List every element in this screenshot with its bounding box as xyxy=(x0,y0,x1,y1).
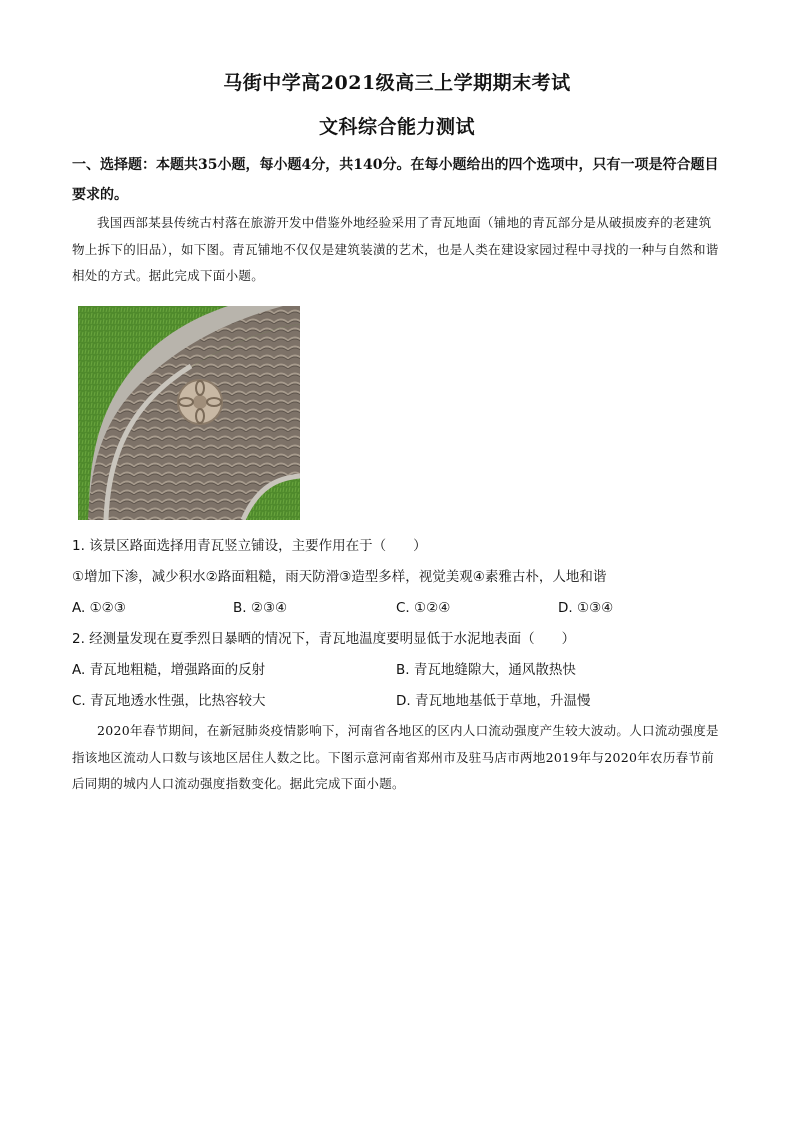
question-1-option-d[interactable]: D. ①③④ xyxy=(558,600,614,616)
exam-title: 马街中学高2021级高三上学期期末考试 xyxy=(223,72,571,94)
question-2-option-d[interactable]: D. 青瓦地地基低于草地，升温慢 xyxy=(396,693,591,709)
question-1-statements: ①增加下渗，减少积水②路面粗糙，雨天防滑③造型多样，视觉美观④素雅古朴，人地和谐 xyxy=(72,569,607,585)
tile-path-photo xyxy=(78,306,300,520)
question-1-option-a[interactable]: A. ①②③ xyxy=(72,600,126,616)
exam-subtitle: 文科综合能力测试 xyxy=(318,116,475,138)
passage-1: 我国西部某县传统古村落在旅游开发中借鉴外地经验采用了青瓦地面（铺地的青瓦部分是从破损废弃的老建筑物上拆下的旧品），如下图。青瓦铺地不仅仅是建筑装潢的艺术，也是人类在建设家园过程中寻找的一种与自然和谐相处的方式。据此完成下面小题。 xyxy=(72,215,719,283)
passage-2: 2020年春节期间，在新冠肺炎疫情影响下，河南省各地区的区内人口流动强度产生较大波动。人口流动强度是指该地区流动人口数与该地区居住人数之比。下图示意河南省郑州市及驻马店市两地2019年与2020年农历春节前后同期的城内人口流动强度指数变化。据此完成下面小题。 xyxy=(72,723,719,791)
question-2-stem: 2. 经测量发现在夏季烈日暴晒的情况下，青瓦地温度要明显低于水泥地表面（ ） xyxy=(72,631,576,647)
section-heading: 一、选择题：本题共35小题，每小题4分，共140分。在每小题给出的四个选项中，只有一项是符合题目要求的。 xyxy=(72,157,719,203)
question-2-option-b[interactable]: B. 青瓦地缝隙大，通风散热快 xyxy=(396,662,576,678)
question-2-option-c[interactable]: C. 青瓦地透水性强，比热容较大 xyxy=(72,693,266,709)
question-1-option-b[interactable]: B. ②③④ xyxy=(233,600,288,616)
question-1-stem: 1. 该景区路面选择用青瓦竖立铺设，主要作用在于（ ） xyxy=(72,538,427,554)
question-1-option-c[interactable]: C. ①②④ xyxy=(396,600,451,616)
question-2-option-a[interactable]: A. 青瓦地粗糙，增强路面的反射 xyxy=(72,662,266,678)
